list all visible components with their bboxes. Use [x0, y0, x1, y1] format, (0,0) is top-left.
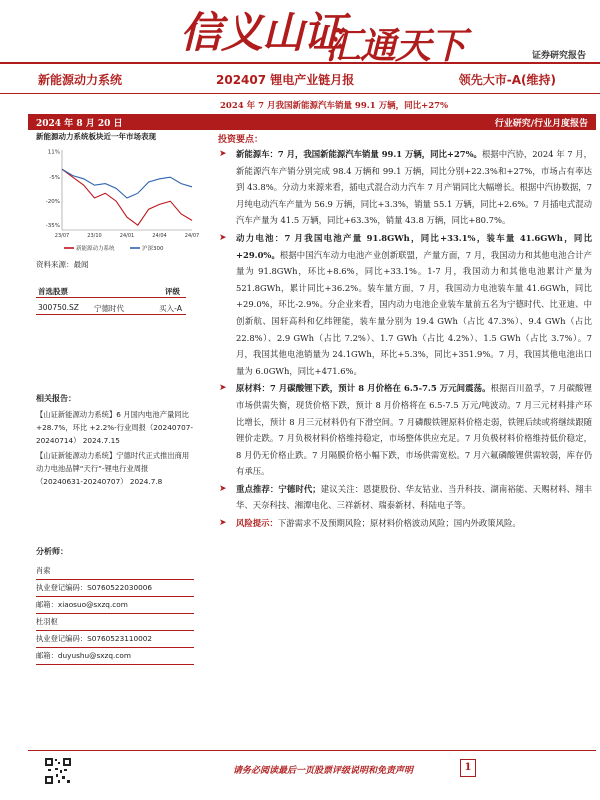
investment-points: [218, 146, 592, 533]
analyst-reg-code: 执业登记编码：S0760522030006: [36, 580, 194, 597]
x-tick-label: 23/07: [54, 233, 70, 239]
y-tick-label: 11%: [47, 149, 60, 156]
page-number: 1: [460, 759, 476, 777]
stock-code: 300750.SZ: [38, 303, 79, 312]
stock-row: [36, 303, 186, 315]
analyst-reg-code: 执业登记编码：S0760523110002: [36, 631, 194, 648]
date-bar: [28, 114, 596, 130]
point-battery: [218, 230, 592, 379]
analyst-email[interactable]: 邮箱：xiaosuo@sxzq.com: [36, 597, 194, 614]
bullet-arrow-icon: ➤: [219, 232, 227, 243]
point-body: 建议关注：恩捷股份、华友钴业、当升科技、湖南裕能、天赐材料、翔丰华、天奈科技、湘潭电化、三祥新材、瑞泰新材、科陆电子等。: [236, 483, 593, 511]
stocks-header: [36, 284, 186, 298]
point-materials: [218, 380, 592, 480]
y-tick-label: -5%: [49, 175, 60, 182]
qr-code-icon: [44, 757, 72, 785]
disclaimer-notice[interactable]: 请务必阅读最后一页股票评级说明和免责声明: [233, 766, 414, 776]
x-tick-label: 24/01: [119, 233, 135, 239]
point-body: 下游需求不及预期风险；原材料价格波动风险；国内外政策风险。: [277, 518, 521, 529]
y-tick-label: -35%: [45, 223, 60, 230]
analyst-email[interactable]: 邮箱：duyushu@sxzq.com: [36, 648, 194, 665]
stock-rating: 买入-A: [159, 304, 182, 313]
legend-label: 沪深300: [142, 246, 164, 252]
point-nev: [218, 146, 592, 229]
chart-svg: [36, 144, 200, 256]
point-body: 根据百川盈孚，7 月碳酸锂市场供需失衡，现货价格下跌，预计 8 月价格将在 6.5-7.5 万元/吨波动。7 月三元材料排产环比增长，预计 8 月三元材料仍有下滑空间。7 月磷酸铁锂原料价格走弱，铁锂后续或将继续跟随锂价走跌。7 月负极材料价格维持稳定，市场整体供应充足。7 月负极材料价格维持低价稳定，8 月仍无价格止跌。7 月隔膜价格小幅下跌，市场供需宽松。7 月六氟磷酸锂供需较弱，库存仍有承压。: [236, 383, 592, 477]
report-title: 202407 锂电产业链月报: [216, 73, 355, 87]
title-bar: [0, 62, 600, 94]
rating-label: 领先大市-A(维持): [458, 73, 556, 87]
point-heading: 动力电池：7 月我国电池产量 91.8GWh，同比+33.1%，装车量 41.6GWh，同比+29.0%。: [236, 232, 592, 260]
related-reports-title: 相关报告：: [36, 394, 76, 403]
stocks-header-rating: 评级: [165, 287, 180, 296]
y-tick-label: -20%: [45, 199, 60, 206]
report-category: 行业研究/行业月度报告: [494, 119, 588, 129]
report-date: 2024 年 8 月 20 日: [36, 119, 123, 129]
bullet-arrow-icon: ➤: [219, 383, 227, 394]
footer: [28, 750, 596, 778]
point-heading: 原材料：7 月碳酸锂下跌，预计 8 月价格在 6.5-7.5 万元间震荡。: [236, 383, 491, 394]
related-report-item[interactable]: 【山证新能源动力系统】6 月国内电池产量同比 +28.7%，环比 +2.2%-行业周报（20240707-20240714） 2024.7.15: [36, 410, 194, 445]
analysts-section: [36, 546, 194, 665]
related-reports-list: [36, 408, 194, 490]
chart-title: 新能源动力系统板块近一年市场表现: [36, 132, 156, 141]
report-subtitle: 2024 年 7 月我国新能源汽车销量 99.1 万辆，同比+27%: [220, 101, 449, 111]
market-performance-chart: [36, 144, 200, 256]
legend-label: 新能源动力系统: [76, 246, 115, 252]
analysts-title: 分析师：: [36, 547, 68, 556]
related-report-item[interactable]: 【山证新能源动力系统】宁德时代正式推出商用动力电池品牌“天行”-锂电行业周报（20240631-20240707） 2024.7.8: [36, 451, 190, 486]
stock-name: 宁德时代: [94, 304, 124, 313]
bullet-arrow-icon: ➤: [219, 483, 227, 494]
report-type-label: 证券研究报告: [531, 51, 586, 61]
chart-source: 资料来源：最闻: [36, 260, 89, 269]
bullet-arrow-icon: ➤: [219, 149, 227, 159]
brand-logo-part1: 信义山证: [180, 8, 345, 57]
stocks-header-title: 首选股票: [38, 287, 68, 296]
point-recommendation: [218, 481, 592, 514]
brand-logo-part2: 汇通天下: [325, 25, 466, 67]
x-tick-label: 23/10: [87, 233, 102, 239]
point-body: 根据中国汽车动力电池产业创新联盟，产量方面，7 月，我国动力和其他电池合计产量为 91.8GWh，环比+8.6%，同比+33.1%。1-7 月，我国动力和其他电池累计产量为 521.8GWh，累计同比+36.2%。装车量方面，7 月，我国动力电池装车量 41.6GWh，同比+29.0%，环比-2.9%。分企业来看，国内动力电池企业装车量前五名为宁德时代、比亚迪、中创新航、国轩高科和亿纬锂能，装车量分别为 19.4 GWh（占比 47.3%）、9.4 GWh（占比 22.8%）、2.9 GWh（占比 7.2%）、1.7 GWh（占比 4.2%）、1.5 GWh（占比 3.7%）。7 月，我国其他电池销量为 24.1GWh，环比+5.3%，同比+351.9%。7 月，我国其他电池出口量为 6.0GWh，同比+471.6%。: [236, 249, 592, 376]
point-body: 根据中汽协，2024 年 7 月，新能源汽车产销分别完成 98.4 万辆和 99.1 万辆，同比分别+22.3%和+27%，市场占有率达到 43.8%。分动力来源来看，插电式混合动力汽车 7 月产销同比大幅增长。根据中汽协数据，7 月纯电动汽车产量为 56.9 万辆，同比+3.3%，销量 55.1 万辆，同比+2.6%。7 月插电式混动汽车产量为 41.5 万辆，同比+63.3%，销量 43.8 万辆，同比+80.7%。: [236, 149, 592, 226]
analyst-name: 杜羽枢: [36, 614, 194, 631]
investment-points-title: 投资要点：: [218, 135, 264, 145]
point-risk: [218, 515, 592, 532]
point-heading: 重点推荐：宁德时代；: [236, 483, 321, 494]
x-tick-label: 24/04: [152, 233, 167, 239]
analyst-name: 肖索: [36, 563, 194, 580]
bullet-arrow-icon: ➤: [219, 518, 227, 529]
chart-section: [36, 131, 200, 256]
point-heading: 新能源车：7 月，我国新能源汽车销量 99.1 万辆，同比+27%。: [236, 149, 482, 159]
x-tick-label: 24/07: [184, 233, 200, 239]
sector-name: 新能源动力系统: [38, 73, 123, 87]
point-heading: 风险提示：: [236, 518, 278, 529]
